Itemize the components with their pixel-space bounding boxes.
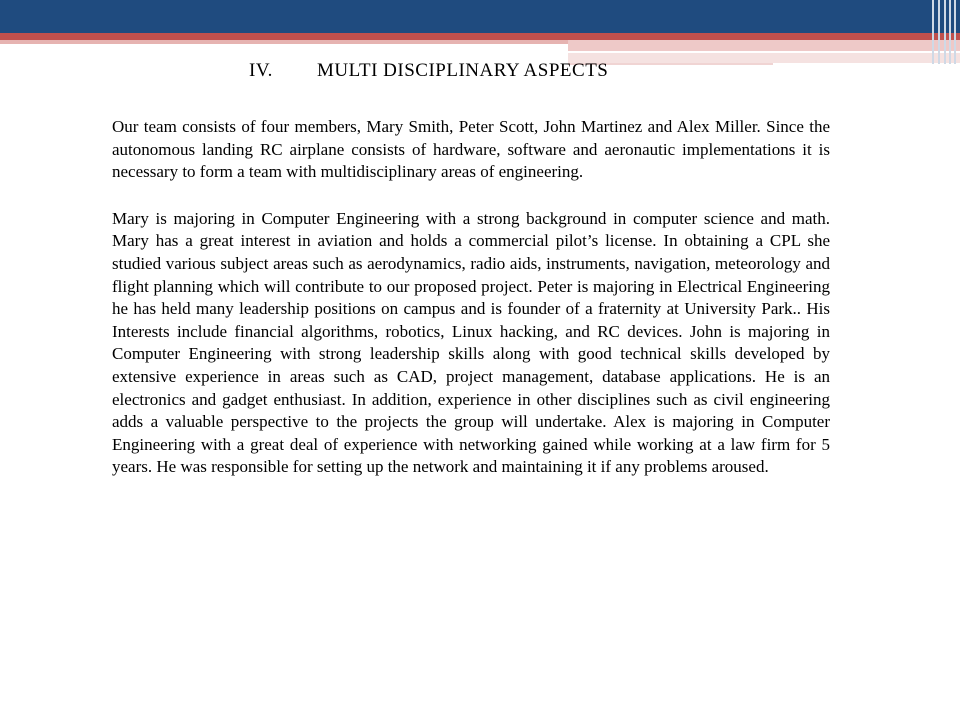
corner-stripe (949, 0, 951, 64)
section-title: MULTI DISCIPLINARY ASPECTS (317, 60, 609, 81)
corner-stripe (944, 0, 946, 64)
header-banner-blue (0, 0, 960, 33)
paragraph-team: Our team consists of four members, Mary Smith, Peter Scott, John Martinez and Alex Miller. Since the autonomous landing RC airplane consists of hardware, software and aeronautic implementations it is necessary to form a team with multidisciplinary areas of engineering. (112, 117, 830, 182)
corner-stripe (938, 0, 940, 64)
corner-stripes (928, 0, 960, 64)
header-banner-pink-right (568, 40, 960, 51)
header-banner-red (0, 33, 960, 40)
header-banner-pink (0, 40, 568, 44)
section-number: IV. (249, 60, 273, 81)
corner-stripe (954, 0, 956, 64)
body-text (112, 116, 830, 479)
corner-stripe (932, 0, 934, 64)
paragraph-members: Mary is majoring in Computer Engineering with a strong background in computer science and math. Mary has a great interest in aviation and holds a commercial pilot’s license. In obtaining a CPL she studied various subject areas such as aerodynamics, radio aids, instruments, navigation, meteorology and flight planning which will contribute to our proposed project. Peter is majoring in Electrical Engineering he has held many leadership positions on campus and is founder of a fraternity at University Park.. His Interests include financial algorithms, robotics, Linux hacking, and RC devices. John is majoring in Computer Engineering with strong leadership skills along with good technical skills developed by extensive experience in areas such as CAD, project management, database applications. He is an electronics and gadget enthusiast. In addition, experience in other disciplines such as civil engineering adds a valuable perspective to the projects the group will undertake. Alex is majoring in Computer Engineering with a great deal of experience with networking gained while working at a law firm for 5 years. He was responsible for setting up the network and maintaining it if any problems aroused. (112, 208, 830, 477)
header-banner-pink-low (568, 53, 960, 63)
